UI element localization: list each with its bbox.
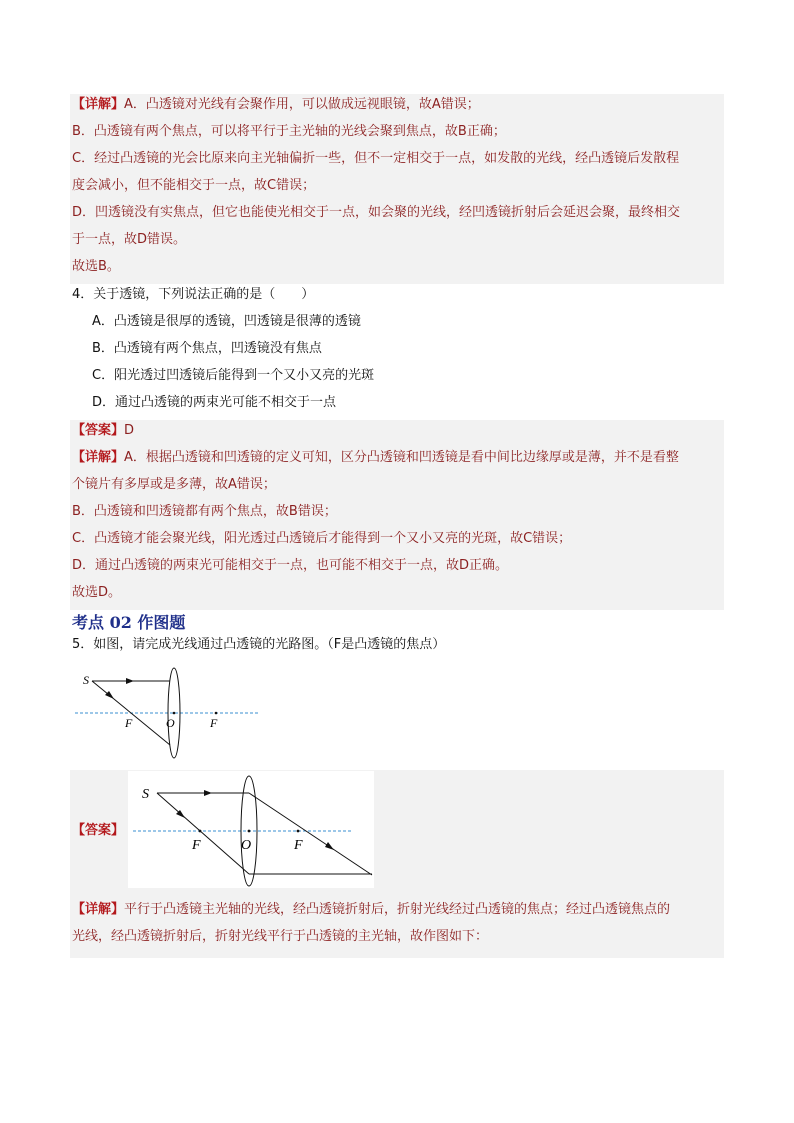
label-s: S: [142, 787, 149, 802]
detail-line: 故选B。: [72, 259, 120, 274]
detail-line: D．凹透镜没有实焦点，但它也能使光相交于一点，如会聚的光线，经凹透镜折射后会延迟会聚，最终相交: [72, 205, 681, 220]
arrow-head: [325, 842, 334, 850]
question-4-stem: 4．关于透镜，下列说法正确的是（ ）: [72, 287, 315, 302]
label-s: S: [83, 673, 89, 687]
focus-dot-right: [215, 712, 218, 715]
detail-line: B．凸透镜有两个焦点，可以将平行于主光轴的光线会聚到焦点，故B正确；: [72, 124, 506, 139]
detail-line: 【详解】平行于凸透镜主光轴的光线，经凸透镜折射后，折射光线经过凸透镜的焦点；经过凸透镜焦点的: [72, 902, 671, 917]
detail-line: 故选D。: [72, 585, 122, 600]
detail-line: 于一点，故D错误。: [72, 232, 187, 247]
answer-label: 【答案】: [72, 823, 125, 838]
answer-line: 【答案】D: [72, 423, 135, 438]
arrow-head: [204, 790, 212, 796]
incident-ray-through-focus: [157, 793, 252, 874]
refracted-ray-through-focus: [249, 793, 372, 875]
detail-line: 【详解】A．凸透镜对光线有会聚作用，可以做成远视眼镜，故A错误；: [72, 97, 480, 112]
arrow-head: [126, 678, 134, 684]
optical-center-dot: [173, 712, 176, 715]
option-a: A．凸透镜是很厚的透镜，凹透镜是很薄的透镜: [92, 314, 361, 329]
focus-dot-left: [199, 830, 202, 833]
optical-center-dot: [248, 830, 251, 833]
detail-line: D．通过凸透镜的两束光可能相交于一点，也可能不相交于一点，故D正确。: [72, 558, 509, 573]
detail-line: C．凸透镜才能会聚光线，阳光透过凸透镜后才能得到一个又小又亮的光斑，故C错误；: [72, 531, 572, 546]
label-o: O: [166, 716, 175, 730]
label-o: O: [241, 838, 252, 853]
detail-line: C．经过凸透镜的光会比原来向主光轴偏折一些，但不一定相交于一点，如发散的光线，经凸透镜后发散程: [72, 151, 680, 166]
section-title: 考点 02 作图题: [72, 613, 186, 632]
option-d: D．通过凸透镜的两束光可能不相交于一点: [92, 395, 337, 410]
answer-figure: [128, 771, 374, 888]
label-f-left: F: [125, 716, 133, 730]
question-figure: [70, 665, 270, 765]
detail-line: 光线，经凸透镜折射后，折射光线平行于凸透镜的主光轴，故作图如下：: [72, 929, 489, 944]
detail-line: 度会减小，但不能相交于一点，故C错误；: [72, 178, 316, 193]
incident-ray-through-focus: [92, 681, 170, 745]
question-5-stem: 5．如图，请完成光线通过凸透镜的光路图。（F是凸透镜的焦点）: [72, 637, 446, 652]
label-f-left: F: [192, 838, 201, 853]
option-c: C．阳光透过凹透镜后能得到一个又小又亮的光斑: [92, 368, 375, 383]
option-b: B．凸透镜有两个焦点，凹透镜没有焦点: [92, 341, 322, 356]
focus-dot-right: [297, 830, 300, 833]
detail-line: 个镜片有多厚或是多薄，故A错误；: [72, 477, 276, 492]
label-f-right: F: [294, 838, 303, 853]
detail-line: 【详解】A．根据凸透镜和凹透镜的定义可知，区分凸透镜和凹透镜是看中间比边缘厚或是薄，并不是看整: [72, 450, 679, 465]
label-f-right: F: [210, 716, 218, 730]
detail-line: B．凸透镜和凹透镜都有两个焦点，故B错误；: [72, 504, 337, 519]
